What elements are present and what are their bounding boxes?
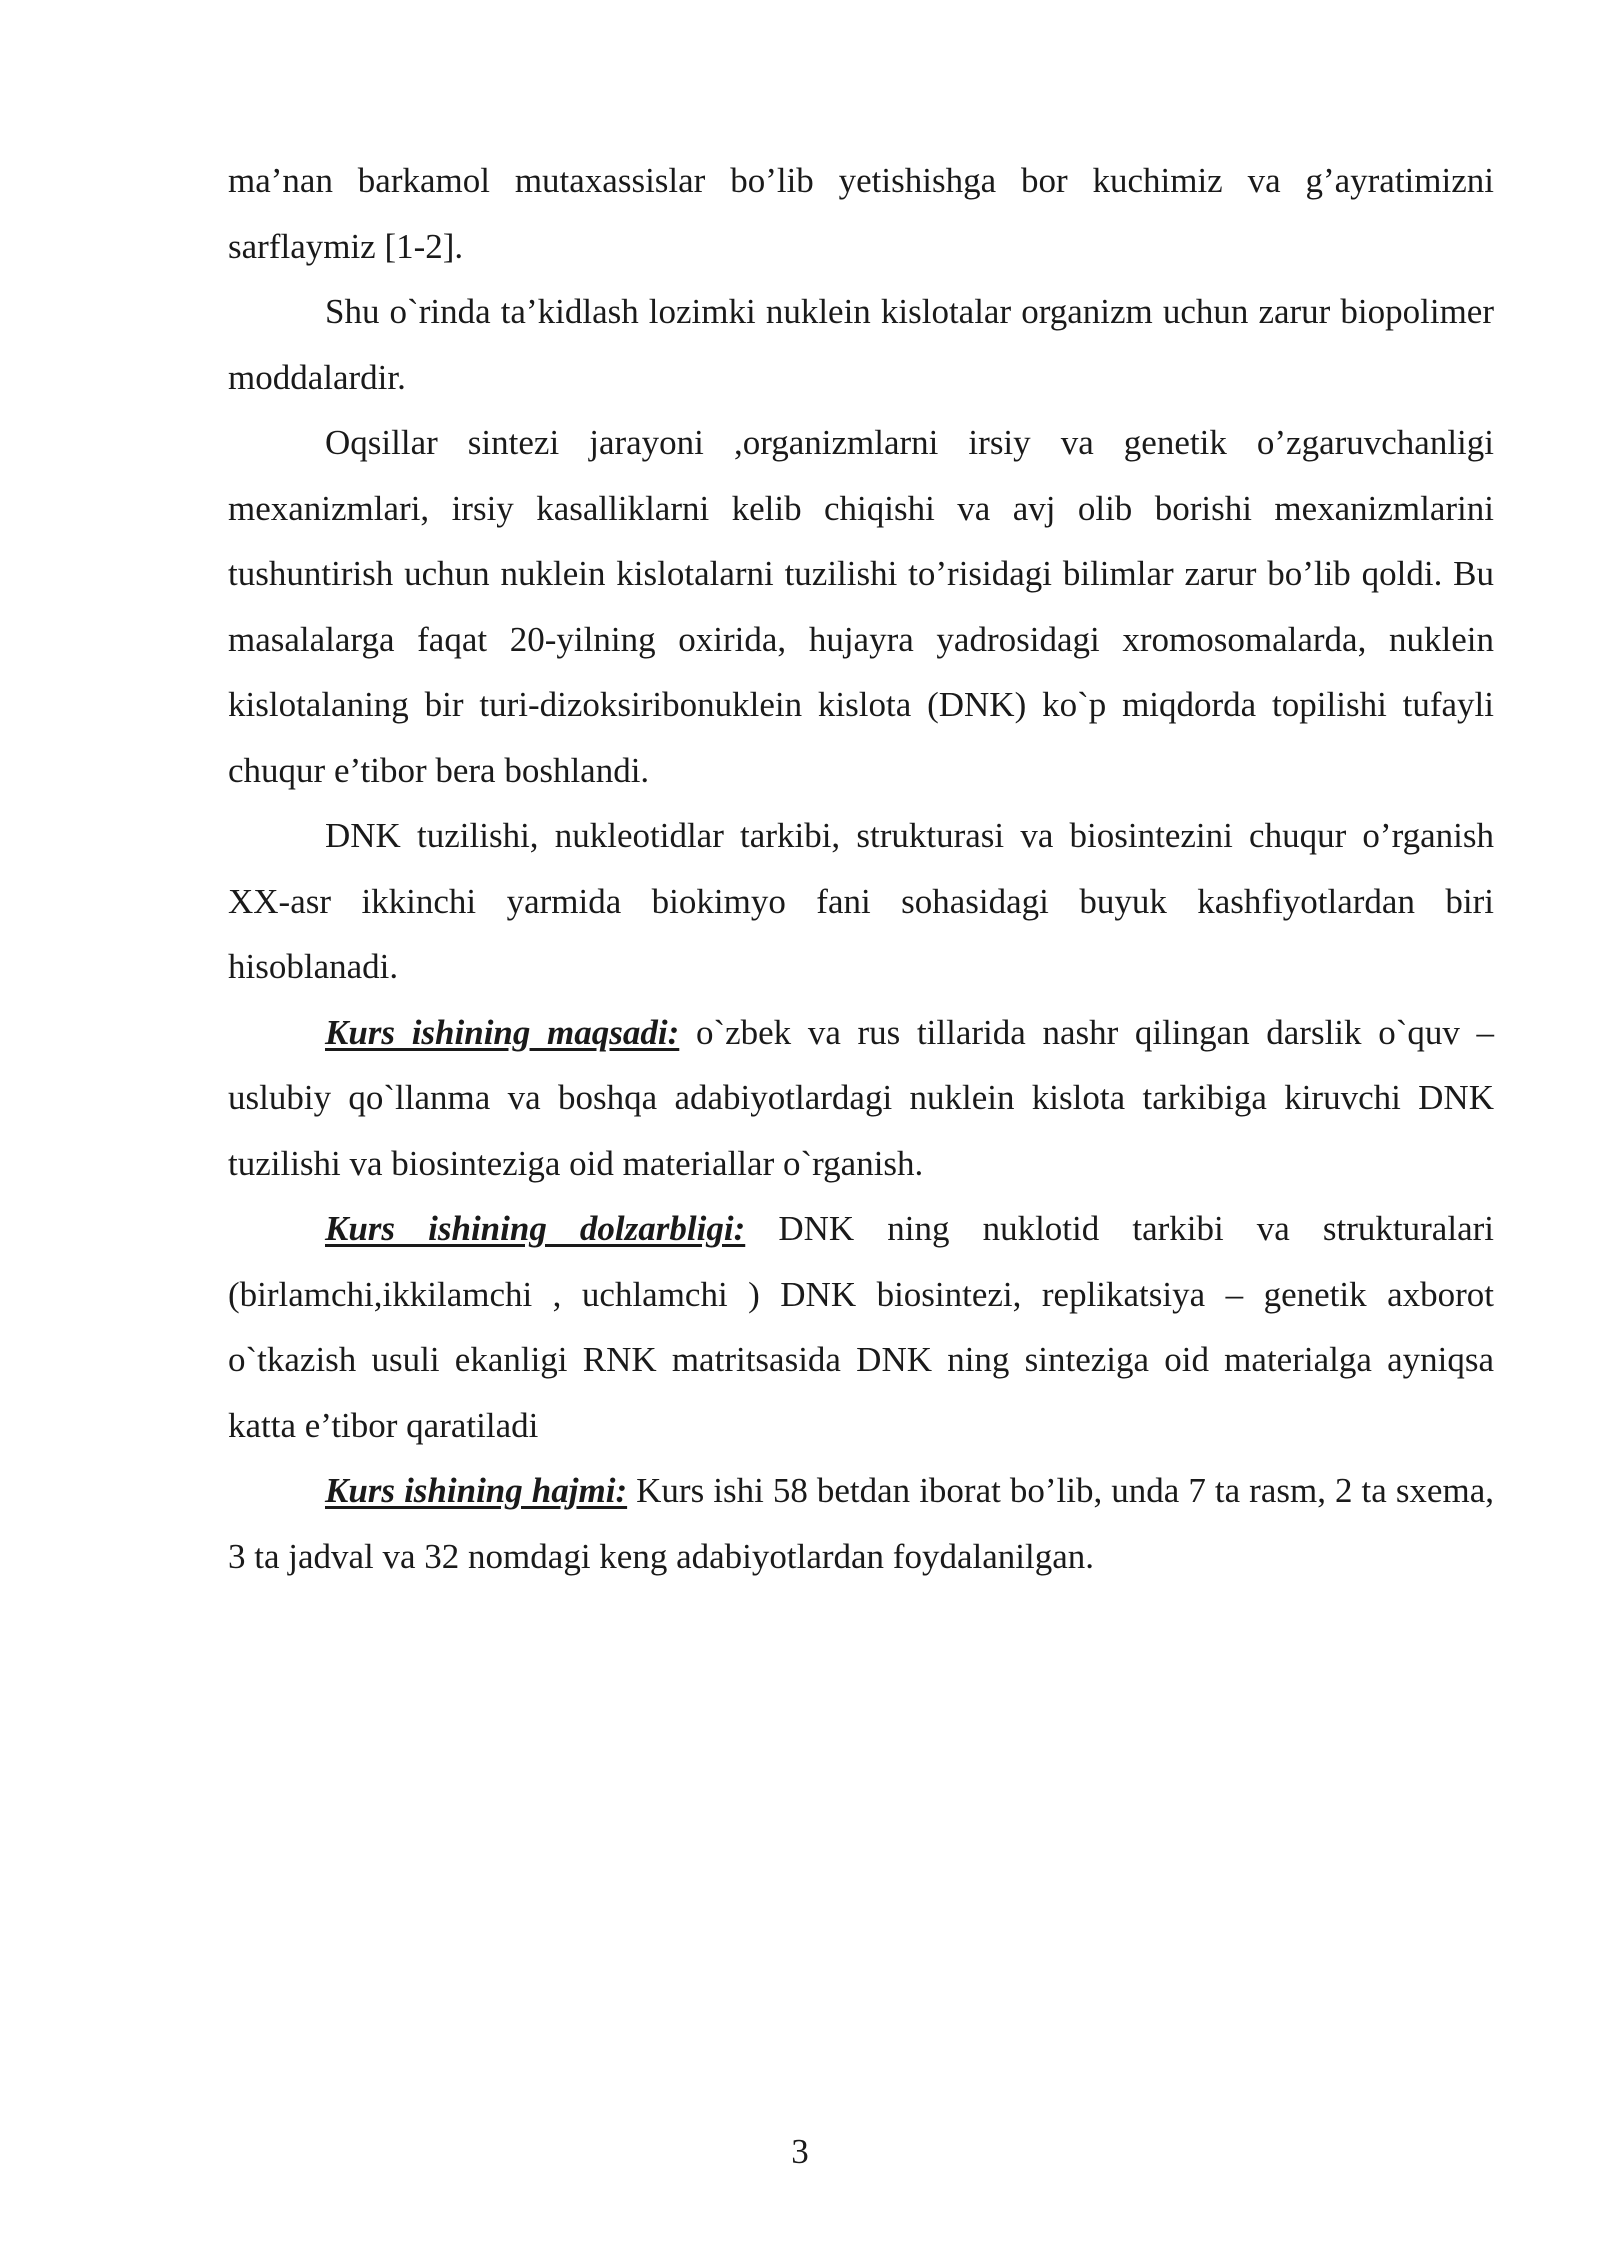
goal-label: Kurs ishining maqsadi: <box>325 1012 680 1052</box>
paragraph-text: DNK ning nuklotid tarkibi va strukturalari (birlamchi,ikkilamchi , uchlamchi ) DNK biosintezi, replikatsiya – genetik axborot o`tkazish usuli ekanligi RNK matritsasida DNK ning sinteziga oid materialga ayniqsa katta e’tibor qaratiladi <box>228 1209 1494 1445</box>
paragraph-relevance <box>228 1196 1494 1458</box>
paragraph-nucleic-acids <box>228 279 1494 410</box>
volume-label: Kurs ishining hajmi: <box>325 1471 628 1510</box>
paragraph-text: Kurs ishi 58 betdan iborat bo’lib, unda 7 ta rasm, 2 ta sxema, 3 ta jadval va 32 nomdagi keng adabiyotlardan foydalanilgan. <box>228 1471 1494 1576</box>
paragraph-text: DNK tuzilishi, nukleotidlar tarkibi, strukturasi va biosintezini chuqur o’rganish XX-asr ikkinchi yarmida biokimyo fani sohasidagi buyuk kashfiyotlardan biri hisoblanadi. <box>228 816 1494 986</box>
relevance-label: Kurs ishining dolzarbligi: <box>325 1209 746 1248</box>
page-number: 3 <box>791 2132 809 2171</box>
paragraph-dna-structure <box>228 803 1494 1000</box>
body-text <box>228 148 1494 1589</box>
paragraph-protein-synthesis <box>228 410 1494 803</box>
paragraph-text: Shu o`rinda ta’kidlash lozimki nuklein kislotalar organizm uchun zarur biopolimer moddalardir. <box>228 292 1494 397</box>
paragraph-goal <box>228 1000 1494 1197</box>
paragraph-text: o`zbek va rus tillarida nashr qilingan darslik o`quv – uslubiy qo`llanma va boshqa adabiyotlardagi nuklein kislota tarkibiga kiruvchi DNK tuzilishi va biosinteziga oid materiallar o`rganish. <box>228 1012 1494 1183</box>
paragraph-text: Oqsillar sintezi jarayoni ,organizmlarni irsiy va genetik o’zgaruvchanligi mexanizmlari, irsiy kasalliklarni kelib chiqishi va avj olib borishi mexanizmlarini tushuntirish uchun nuklein kislotalarni tuzilishi to’risidagi bilimlar zarur bo’lib qoldi. Bu masalalarga faqat 20-yilning oxirida, hujayra yadrosidagi xromosomalarda, nuklein kislotalaning bir turi-dizoksiribonuklein kislota (DNK) ko`p miqdorda topilishi tufayli chuqur e’tibor bera boshlandi. <box>228 423 1494 790</box>
paragraph-text: ma’nan barkamol mutaxassislar bo’lib yetishishga bor kuchimiz va g’ayratimizni sarflaymiz [1-2]. <box>228 161 1494 266</box>
paragraph-volume <box>228 1458 1494 1589</box>
paragraph-intro <box>228 148 1494 279</box>
